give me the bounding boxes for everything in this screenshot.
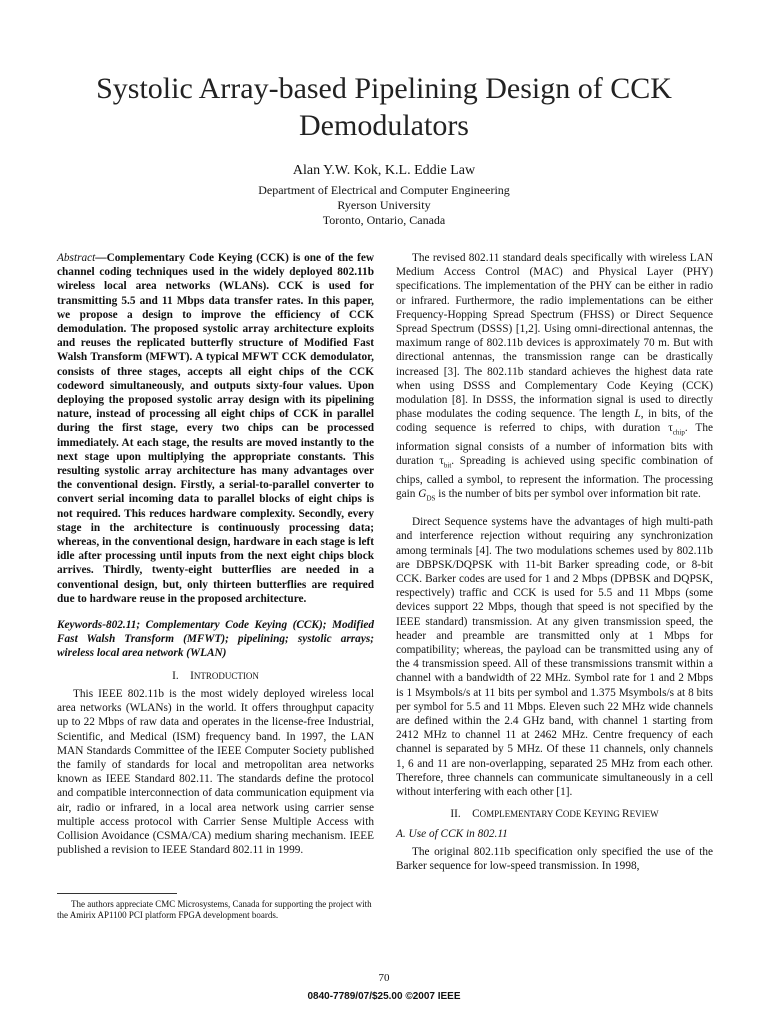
section-number: I. (172, 669, 179, 682)
section-title-part: ODE (562, 809, 584, 820)
text-run: . The information signal consists of a number of information bits with duration τ (396, 422, 713, 468)
section-title-part: OMPLEMENTARY (479, 809, 556, 820)
page-number: 70 (378, 972, 390, 984)
section-title-part: EVIEW (629, 809, 659, 820)
text-run: The revised 802.11 standard deals specifically with wireless LAN Medium Access Control (MAC) and Physical Layer (PHY) specifications. The implementation of the PHY can be either in radio or infrared. Furthermore, the radio implementations can be either Frequency-Hopping Spread Spectrum (FHSS) or Direct Sequence Spread Spectrum (DSSS) [1,2]. Using omni-directional antennas, the maximum range of 802.11b devices is approximately 70 m. But with directional antennas, the transmission range can be drastically increased [3]. The 802.11b standard achieves the highest data rate when using DSSS and Complementary Code Keying (CCK) modulation [8]. In DSSS, the information signal is used to directly phase modulates the coding sequence. The length (396, 252, 713, 421)
symbol-G: G (418, 487, 427, 500)
subsection-heading: A. Use of CCK in 802.11 (396, 828, 508, 841)
keywords: Keywords-802.11; Complementary Code Keying (CCK); Modified Fast Walsh Transform (MFWT); pipelining; systolic arrays; wireless local area network (WLAN) (57, 619, 374, 660)
copyright-line: 0840-7789/07/$25.00 ©2007 IEEE (307, 991, 461, 1002)
left-column (57, 251, 374, 857)
affiliation-department: Department of Electrical and Computer Engineering (258, 183, 510, 197)
text-run: , in bits, of the coding sequence is referred to chips, with duration τ (396, 408, 713, 435)
footnote-divider (57, 893, 177, 894)
abstract-text: —Complementary Code Keying (CCK) is one of the few channel coding techniques used in the widely deployed 802.11b wireless local area networks (WLANs). CCK is used for transmitting 5.5 and 11 Mbps data transfer rates. In this paper, we propose a design to improve the efficiency of CCK demodulation. The proposed systolic array architecture exploits and reuses the replicated butterfly structure of Modified Fast Walsh Transform (MFWT). A typical MFWT CCK demodulator, consists of three stages, accepts all eight chips of the CCK codeword simultaneously, and outputs sixty-four values. Upon deploying the proposed systolic array design with its pipelining nature, instead of processing all eight chips of CCK in parallel during the first stage, every two chips can be processed immediately. At each stage, the results are moved instantly to the next stage upon multiplying the appropriate constants. This resulting systolic array architecture has many advantages over the conventional design. Firstly, a serial-to-parallel converter to convert serial incoming data to parallel blocks of eight chips is not required. This reduces hardware complexity. Secondly, every stage in the architecture is continuously processing data; whereas, in the conventional design, hardware in each stage is left idle after processing until inputs from the next eight chips block arrives. Thirdly, twenty-eight butterflies are needed in a conventional design, but, only thirteen butterflies are required due to hardware reuse in the proposed architecture. (57, 252, 374, 605)
footnote: The authors appreciate CMC Microsystems, Canada for supporting the project with the Amirix AP1100 PCI platform FPGA development boards. (57, 899, 372, 920)
author-list: Alan Y.W. Kok, K.L. Eddie Law (292, 163, 476, 178)
paragraph-cck-use: The original 802.11b specification only specified the use of the Barker sequence for low-speed transmission. In 1998, (396, 845, 713, 872)
section-title-rest: NTRODUCTION (193, 670, 259, 681)
subscript-ds: DS (426, 494, 436, 502)
paragraph-direct-sequence: Direct Sequence systems have the advantages of high multi-path and interference rejection without requiring any synchronization among terminals [4]. The two modulations schemes used by 802.11b are DBPSK/DQPSK with 11-bit Barker spreading code, or 8-bit CCK. Barker codes are used for 1 and 2 Mbps (DPBSK and DQPSK, respectively) traffic and CCK is used for 5.5 and 11 Mbps (some devices support 22 Mbps, though that speed is not specified by the IEEE standard) transmission. At any given transmission speed, the header and preamble are transmitted only at 1 Mbps for compatibility; whereas, the payload can be transmitted using any of the 4 transmission speed. All of these transmissions transmit within a channel with a bandwidth of 22 MHz. Symbol rate for 1 and 2 Mbps is 1 Msymbols/s at 11 bits per symbol and 1.375 Msymbols/s at 8 bits per symbol for 5.5 and 11 Mbps. Eleven such 22 MHz wide channels are defined within the 2.4 GHz band, with channel 1 starting from 2412 MHz to channel 11 at 2462 MHz. Centre frequency of each channel is separated by 5 MHz. Of these 11 channels, only channels 1, 6 and 11 are non-overlapping, separated 25 MHz from each other. Therefore, three channels can communicate simultaneously in a cell without interfering with each other [1]. (396, 516, 713, 799)
section-title-initial: I (190, 669, 194, 682)
section-number: II. (450, 808, 461, 821)
section-heading-introduction (57, 669, 374, 683)
subscript-chip: chip (672, 428, 685, 437)
affiliation-university: Ryerson University (337, 198, 431, 212)
symbol-L: L (634, 408, 641, 421)
affiliation-location: Toronto, Ontario, Canada (322, 213, 446, 227)
text-run: is the number of bits per symbol over information bit rate. (435, 487, 701, 500)
subscript-bit: bit (443, 461, 452, 470)
section-title-part: C (472, 808, 480, 821)
section-heading-cck-review (396, 807, 713, 821)
paper-title: Systolic Array-based Pipelining Design of CCK Demodulators (96, 72, 672, 142)
abstract-lead: Abstract (57, 252, 96, 264)
paragraph-802-11-revision (396, 251, 713, 505)
section-title-part: K (583, 808, 592, 821)
section-title-part: C (555, 808, 563, 821)
abstract (57, 251, 374, 606)
affiliation (0, 183, 768, 228)
introduction-paragraph: This IEEE 802.11b is the most widely deployed wireless local area networks (WLANs) in the world. It offers throughput capacity up to 22 Mbps of raw data and operates in the license-free Industrial, Scientific, and Medical (ISM) frequency band. In 1997, the LAN MAN Standards Committee of the IEEE Computer Society published the family of standards for local and metropolitan area networks known as IEEE Standard 802.11. The standards define the protocol and compatible interconnection of data communication equipment via air, radio or infrared, in a local area network using carrier sense multiple access protocol with Carrier Sense Multiple Access with Collision Avoidance (CSMA/CA) medium sharing mechanism. IEEE published a revision to IEEE Standard 802.11 in 1999. (57, 687, 374, 857)
right-column (396, 251, 713, 873)
text-run: . Spreading is achieved using specific combination of chips, called a symbol, to represent the information. The processing gain (396, 455, 713, 500)
section-title-part: R (622, 808, 630, 821)
section-title-part: EYING (591, 809, 623, 820)
